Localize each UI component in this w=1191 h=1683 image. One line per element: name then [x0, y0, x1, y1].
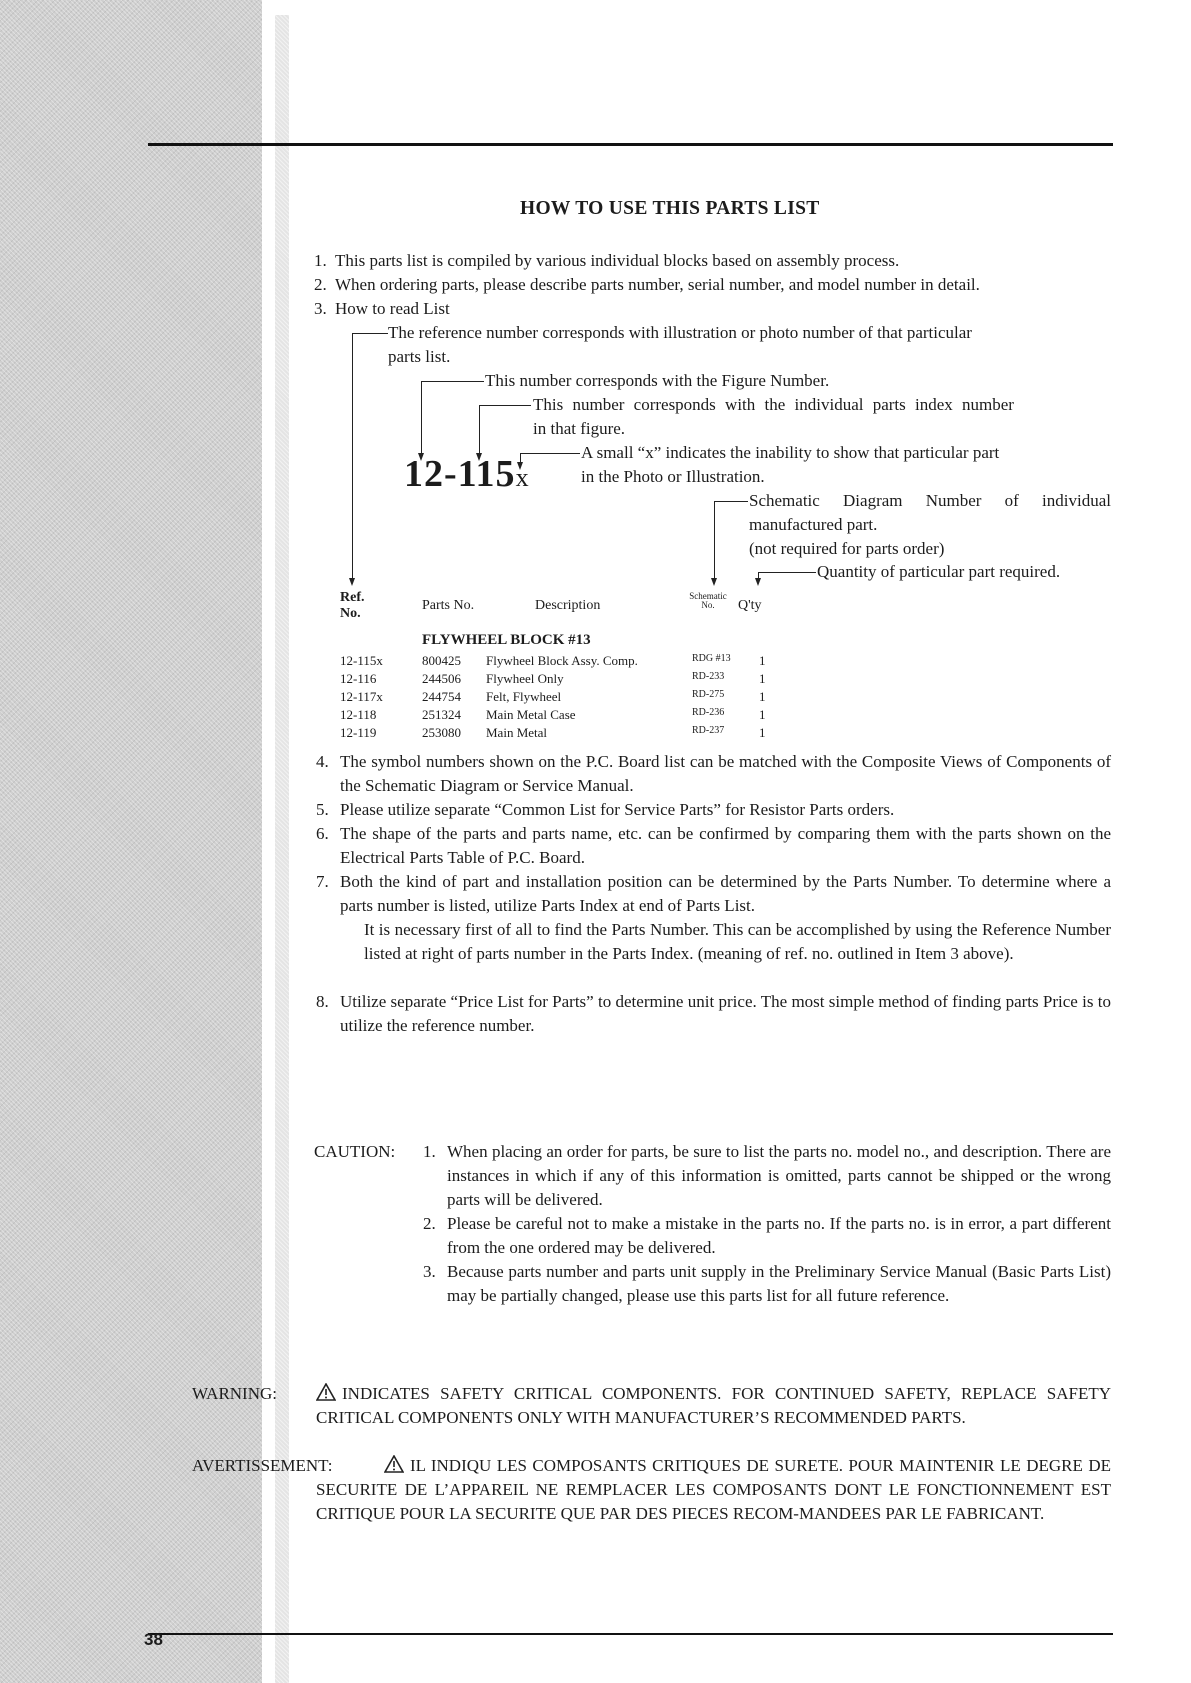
cell-parts-no: 244754 [422, 689, 461, 704]
cell-ref: 12-116 [340, 671, 377, 686]
header-description: Description [535, 598, 601, 613]
item-text: Because parts number and parts unit supply in the Preliminary Service Manual (Basic Parts List) may be partially changed, please use this parts list for all future reference. [447, 1262, 1111, 1305]
bottom-rule [148, 1633, 1113, 1635]
cell-qty: 1 [759, 653, 766, 668]
item-number: 6. [316, 824, 329, 843]
caution-item-2 [423, 1212, 1111, 1260]
item-text: Please utilize separate “Common List for Service Parts” for Resistor Parts orders. [340, 800, 895, 819]
cell-description: Main Metal Case [486, 707, 576, 722]
cell-ref: 12-118 [340, 707, 377, 722]
item-number: 2. [314, 275, 327, 294]
header-ref-line2: No. [340, 606, 361, 621]
page-binding-edge [275, 15, 289, 1683]
item-text: Both the kind of part and installation position can be determined by the Parts Number. To determine where a parts number is listed, utilize Parts Index at end of Parts List. [340, 872, 1111, 915]
item-text: This parts list is compiled by various individual blocks based on assembly process. [335, 251, 900, 270]
cell-schematic: RDG #13 [692, 653, 731, 664]
index-note-text: This number corresponds with the individual parts index number [533, 395, 1014, 414]
list-item-2 [314, 273, 980, 297]
item-text: When ordering parts, please describe parts number, serial number, and model number in detail. [335, 275, 980, 294]
schem-leader-h [714, 501, 748, 502]
warning-triangle-icon [384, 1455, 404, 1473]
cell-parts-no: 251324 [422, 707, 461, 722]
cell-qty: 1 [759, 725, 766, 740]
item-number: 1. [314, 251, 327, 270]
item-number: 1. [423, 1142, 436, 1161]
cell-description: Felt, Flywheel [486, 689, 562, 704]
header-schematic [682, 592, 734, 610]
caution-item-1 [423, 1140, 1111, 1212]
item-number: 7. [316, 872, 329, 891]
block-title: FLYWHEEL BLOCK #13 [422, 632, 591, 648]
item-text: The symbol numbers shown on the P.C. Board list can be matched with the Composite Views of Components of the Schematic Diagram or Service Manual. [340, 752, 1111, 795]
cell-parts-no: 253080 [422, 725, 461, 740]
example-suffix: x [515, 463, 530, 492]
avertissement-label: AVERTISSEMENT: [192, 1456, 333, 1475]
item-text: The shape of the parts and parts name, etc. can be confirmed by comparing them with the parts shown on the Electrical Parts Table of P.C. Board. [340, 824, 1111, 867]
index-leader-h [479, 405, 531, 406]
caution-label: CAUTION: [314, 1142, 396, 1161]
header-parts-no: Parts No. [422, 598, 475, 613]
fig-note: This number corresponds with the Figure Number. [485, 371, 830, 390]
avertissement-text: IL INDIQU LES COMPOSANTS CRITIQUES DE SURETE. POUR MAINTENIR LE DEGRE DE SECURITE DE L’APPAREIL NE REMPLACER LES COMPOSANTS DONT LE FONCTIONNEMENT EST CRITIQUE POUR LA SECURITE QUE PAR DES PIECES RECOM-MANDEES PAR LE FABRICANT. [316, 1456, 1111, 1523]
list-item-6 [316, 822, 1111, 870]
top-rule [148, 143, 1113, 146]
x-note: A small “x” indicates the inability to show that particular part [581, 443, 1000, 462]
caution-item-3 [423, 1260, 1111, 1308]
index-leader-v [479, 405, 480, 453]
item-text: How to read List [335, 299, 450, 318]
item-text: Utilize separate “Price List for Parts” to determine unit price. The most simple method of finding parts Price is to utilize the reference number. [340, 992, 1111, 1035]
ref-leader-h [352, 333, 388, 334]
schem-note-3: (not required for parts order) [749, 539, 945, 558]
avertissement-text-block [316, 1454, 1111, 1526]
list-item-8 [316, 990, 1111, 1038]
page-number: 38 [144, 1630, 163, 1649]
ref-arrow-icon [349, 578, 355, 586]
item-number: 3. [423, 1262, 436, 1281]
header-ref-line1: Ref. [340, 590, 365, 605]
header-qty: Q'ty [738, 598, 762, 613]
header-schematic-line1: Schematic [689, 591, 727, 601]
index-note-2: in that figure. [533, 419, 626, 438]
fig-leader-v [421, 381, 422, 453]
cell-ref: 12-117x [340, 689, 383, 704]
item-number: 4. [316, 752, 329, 771]
qty-arrow-icon [755, 578, 761, 586]
warning-text: INDICATES SAFETY CRITICAL COMPONENTS. FOR CONTINUED SAFETY, REPLACE SAFETY CRITICAL COMPONENTS ONLY WITH MANUFACTURER’S RECOMMENDED PARTS. [316, 1384, 1111, 1427]
fig-leader-h [421, 381, 484, 382]
list-item-5 [316, 798, 1111, 822]
page-title: HOW TO USE THIS PARTS LIST [520, 198, 820, 219]
page-binding-shadow [0, 0, 262, 1683]
warning-text-block [316, 1382, 1111, 1430]
schem-note: Schematic Diagram Number of individual [749, 491, 1111, 510]
ref-note-2: parts list. [388, 347, 451, 366]
cell-qty: 1 [759, 707, 766, 722]
cell-qty: 1 [759, 671, 766, 686]
cell-description: Main Metal [486, 725, 548, 740]
header-ref [340, 590, 365, 622]
example-part-ref [404, 452, 530, 496]
item-number: 5. [316, 800, 329, 819]
cell-description: Flywheel Block Assy. Comp. [486, 653, 638, 668]
qty-note: Quantity of particular part required. [817, 562, 1061, 581]
schem-note-2: manufactured part. [749, 515, 878, 534]
ref-note: The reference number corresponds with illustration or photo number of that particular [388, 323, 972, 342]
item-number: 2. [423, 1214, 436, 1233]
cell-ref: 12-119 [340, 725, 377, 740]
cell-parts-no: 244506 [422, 671, 461, 686]
x-note-2: in the Photo or Illustration. [581, 467, 765, 486]
list-item-7 [316, 870, 1111, 966]
item-number: 8. [316, 992, 329, 1011]
cell-schematic: RD-236 [692, 707, 725, 718]
index-note [533, 393, 1111, 417]
cell-schematic: RD-233 [692, 671, 725, 682]
list-item-1 [314, 249, 899, 273]
warning-label: WARNING: [192, 1384, 277, 1403]
example-main: 12-115 [404, 453, 516, 495]
schem-arrow-icon [711, 578, 717, 586]
ref-leader-v [352, 333, 353, 578]
list-item-3 [314, 297, 450, 321]
item-subtext: It is necessary first of all to find the Parts Number. This can be accomplished by using the Reference Number listed at right of parts number in the Parts Index. (meaning of ref. no. outlined in Item 3 above). [364, 920, 1111, 963]
cell-qty: 1 [759, 689, 766, 704]
cell-ref: 12-115x [340, 653, 383, 668]
list-item-4 [316, 750, 1111, 798]
item-text: Please be careful not to make a mistake in the parts no. If the parts no. is in error, a part different from the one ordered may be delivered. [447, 1214, 1111, 1257]
qty-leader-h [758, 572, 816, 573]
warning-triangle-icon [316, 1383, 336, 1401]
cell-schematic: RD-275 [692, 689, 725, 700]
header-schematic-line2: No. [701, 600, 715, 610]
item-text: When placing an order for parts, be sure to list the parts no. model no., and description. There are instances in which if any of this information is omitted, parts cannot be shipped or the wrong parts will be delivered. [447, 1142, 1111, 1209]
schem-leader-v [714, 501, 715, 578]
cell-description: Flywheel Only [486, 671, 564, 686]
cell-parts-no: 800425 [422, 653, 461, 668]
cell-schematic: RD-237 [692, 725, 725, 736]
item-number: 3. [314, 299, 327, 318]
